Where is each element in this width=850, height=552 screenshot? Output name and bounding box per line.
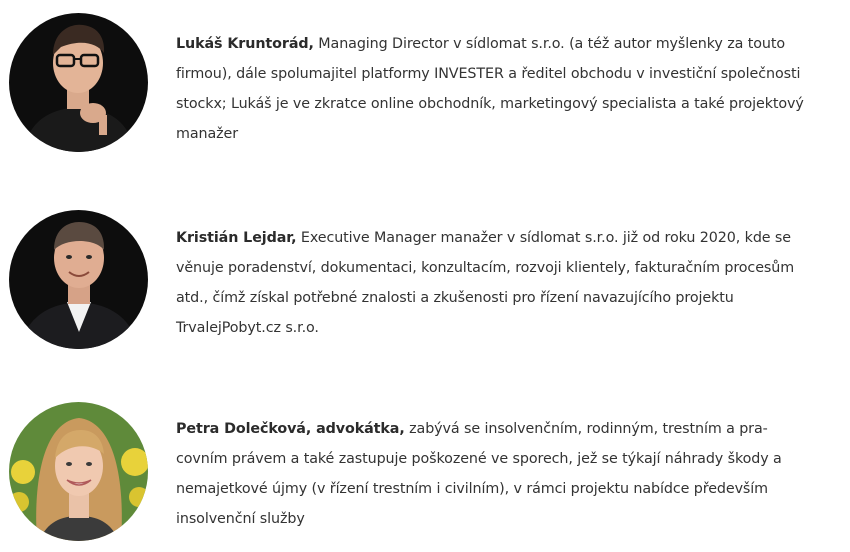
avatar-lukas-kruntorad <box>9 13 148 152</box>
person-bio: zabývá se insolvenčním, rodinným, trestním a pracovním právem a také zastupuje poškozené ve sporech, jež se týkají náhrady škody a nemajetkové újmy (v řízení trestním i civilním), v rámci projektu nabídce především insolvenční služby <box>176 421 782 527</box>
person-name: Kristián Lejdar, <box>176 230 297 246</box>
bio-petra-doleckova <box>176 414 806 534</box>
portrait-photo <box>9 13 148 152</box>
person-name: Petra Dolečková, advokátka, <box>176 421 405 437</box>
bio-lukas-kruntorad <box>176 29 806 149</box>
portrait-photo <box>9 402 148 541</box>
person-bio: Managing Director v sídlomat s.r.o. (a též autor myšlenky za touto firmou), dále spolumajitel platformy INVESTER a ředitel obchodu v investiční společnosti stockx; Lukáš je ve zkratce online obchodník, marketingový specialista a také projektový manažer <box>176 36 804 142</box>
bio-kristian-lejdar <box>176 223 806 343</box>
avatar-petra-doleckova <box>9 402 148 541</box>
person-name: Lukáš Kruntorád, <box>176 36 314 52</box>
person-bio: Executive Manager manažer v sídlomat s.r.o. již od roku 2020, kde se věnuje poradenství, dokumentaci, konzultacím, rozvoji klientely, fakturačním procesům atd., čímž získal potřebné znalosti a zkušenosti pro řízení navazujícího projektu TrvalejPobyt.cz s.r.o. <box>176 230 795 336</box>
portrait-photo <box>9 210 148 349</box>
avatar-kristian-lejdar <box>9 210 148 349</box>
